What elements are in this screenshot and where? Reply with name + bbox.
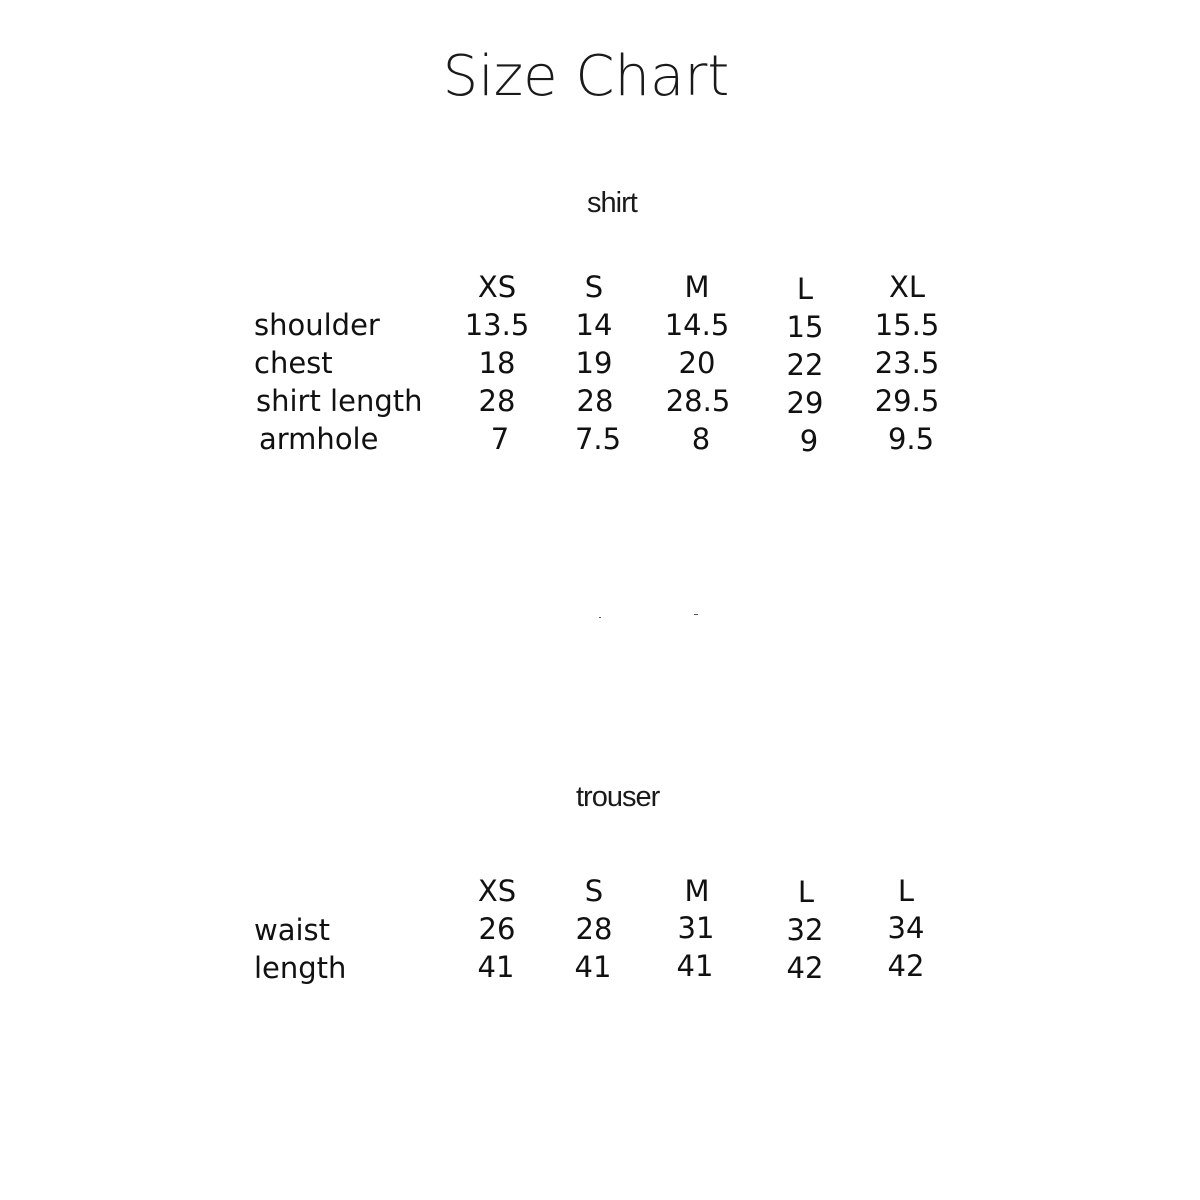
trouser-cell: 28: [575, 912, 613, 946]
shirt-cell: 22: [786, 348, 824, 382]
shirt-size-header: S: [584, 270, 604, 304]
shirt-cell: 29.5: [874, 384, 940, 418]
shirt-cell: 20: [678, 346, 716, 380]
shirt-row-label: chest: [254, 346, 333, 380]
shirt-cell: 23.5: [874, 346, 940, 380]
trouser-row-label: waist: [254, 913, 331, 947]
speck-mark: [599, 617, 601, 618]
shirt-row-label: armhole: [259, 422, 379, 456]
shirt-cell: 8: [691, 422, 711, 456]
trouser-cell: 41: [574, 950, 612, 984]
shirt-heading: shirt: [587, 187, 637, 219]
trouser-cell: 41: [477, 950, 515, 984]
shirt-cell: 19: [575, 346, 613, 380]
trouser-row-label: length: [254, 951, 347, 985]
shirt-cell: 14: [575, 308, 613, 342]
trouser-size-header: XS: [477, 874, 517, 908]
shirt-cell: 15.5: [874, 308, 940, 342]
shirt-size-header: XL: [888, 270, 926, 304]
shirt-cell: 9.5: [887, 422, 935, 456]
shirt-cell: 13.5: [464, 308, 530, 342]
shirt-cell: 7.5: [574, 422, 622, 456]
trouser-cell: 42: [786, 951, 824, 985]
trouser-size-header: M: [684, 874, 710, 908]
shirt-cell: 7: [490, 422, 510, 456]
shirt-size-header: M: [684, 270, 710, 304]
trouser-heading: trouser: [576, 781, 660, 813]
trouser-cell: 42: [887, 949, 925, 983]
shirt-size-header: L: [796, 272, 814, 306]
shirt-cell: 28.5: [665, 384, 731, 418]
trouser-cell: 32: [786, 913, 824, 947]
trouser-size-header: L: [797, 875, 815, 909]
trouser-size-header: L: [897, 874, 915, 908]
shirt-row-label: shirt length: [256, 384, 423, 418]
trouser-cell: 31: [677, 911, 715, 945]
shirt-cell: 28: [576, 384, 614, 418]
trouser-cell: 34: [887, 911, 925, 945]
trouser-cell: 26: [478, 912, 516, 946]
shirt-cell: 18: [478, 346, 516, 380]
shirt-size-header: XS: [477, 270, 517, 304]
trouser-cell: 41: [676, 949, 714, 983]
speck-mark: [694, 614, 698, 615]
shirt-cell: 15: [786, 310, 824, 344]
shirt-cell: 28: [478, 384, 516, 418]
trouser-size-header: S: [584, 874, 604, 908]
shirt-row-label: shoulder: [254, 308, 380, 342]
shirt-cell: 29: [786, 386, 824, 420]
shirt-cell: 9: [799, 424, 819, 458]
shirt-cell: 14.5: [664, 308, 730, 342]
page-title: Size Chart: [442, 44, 730, 109]
